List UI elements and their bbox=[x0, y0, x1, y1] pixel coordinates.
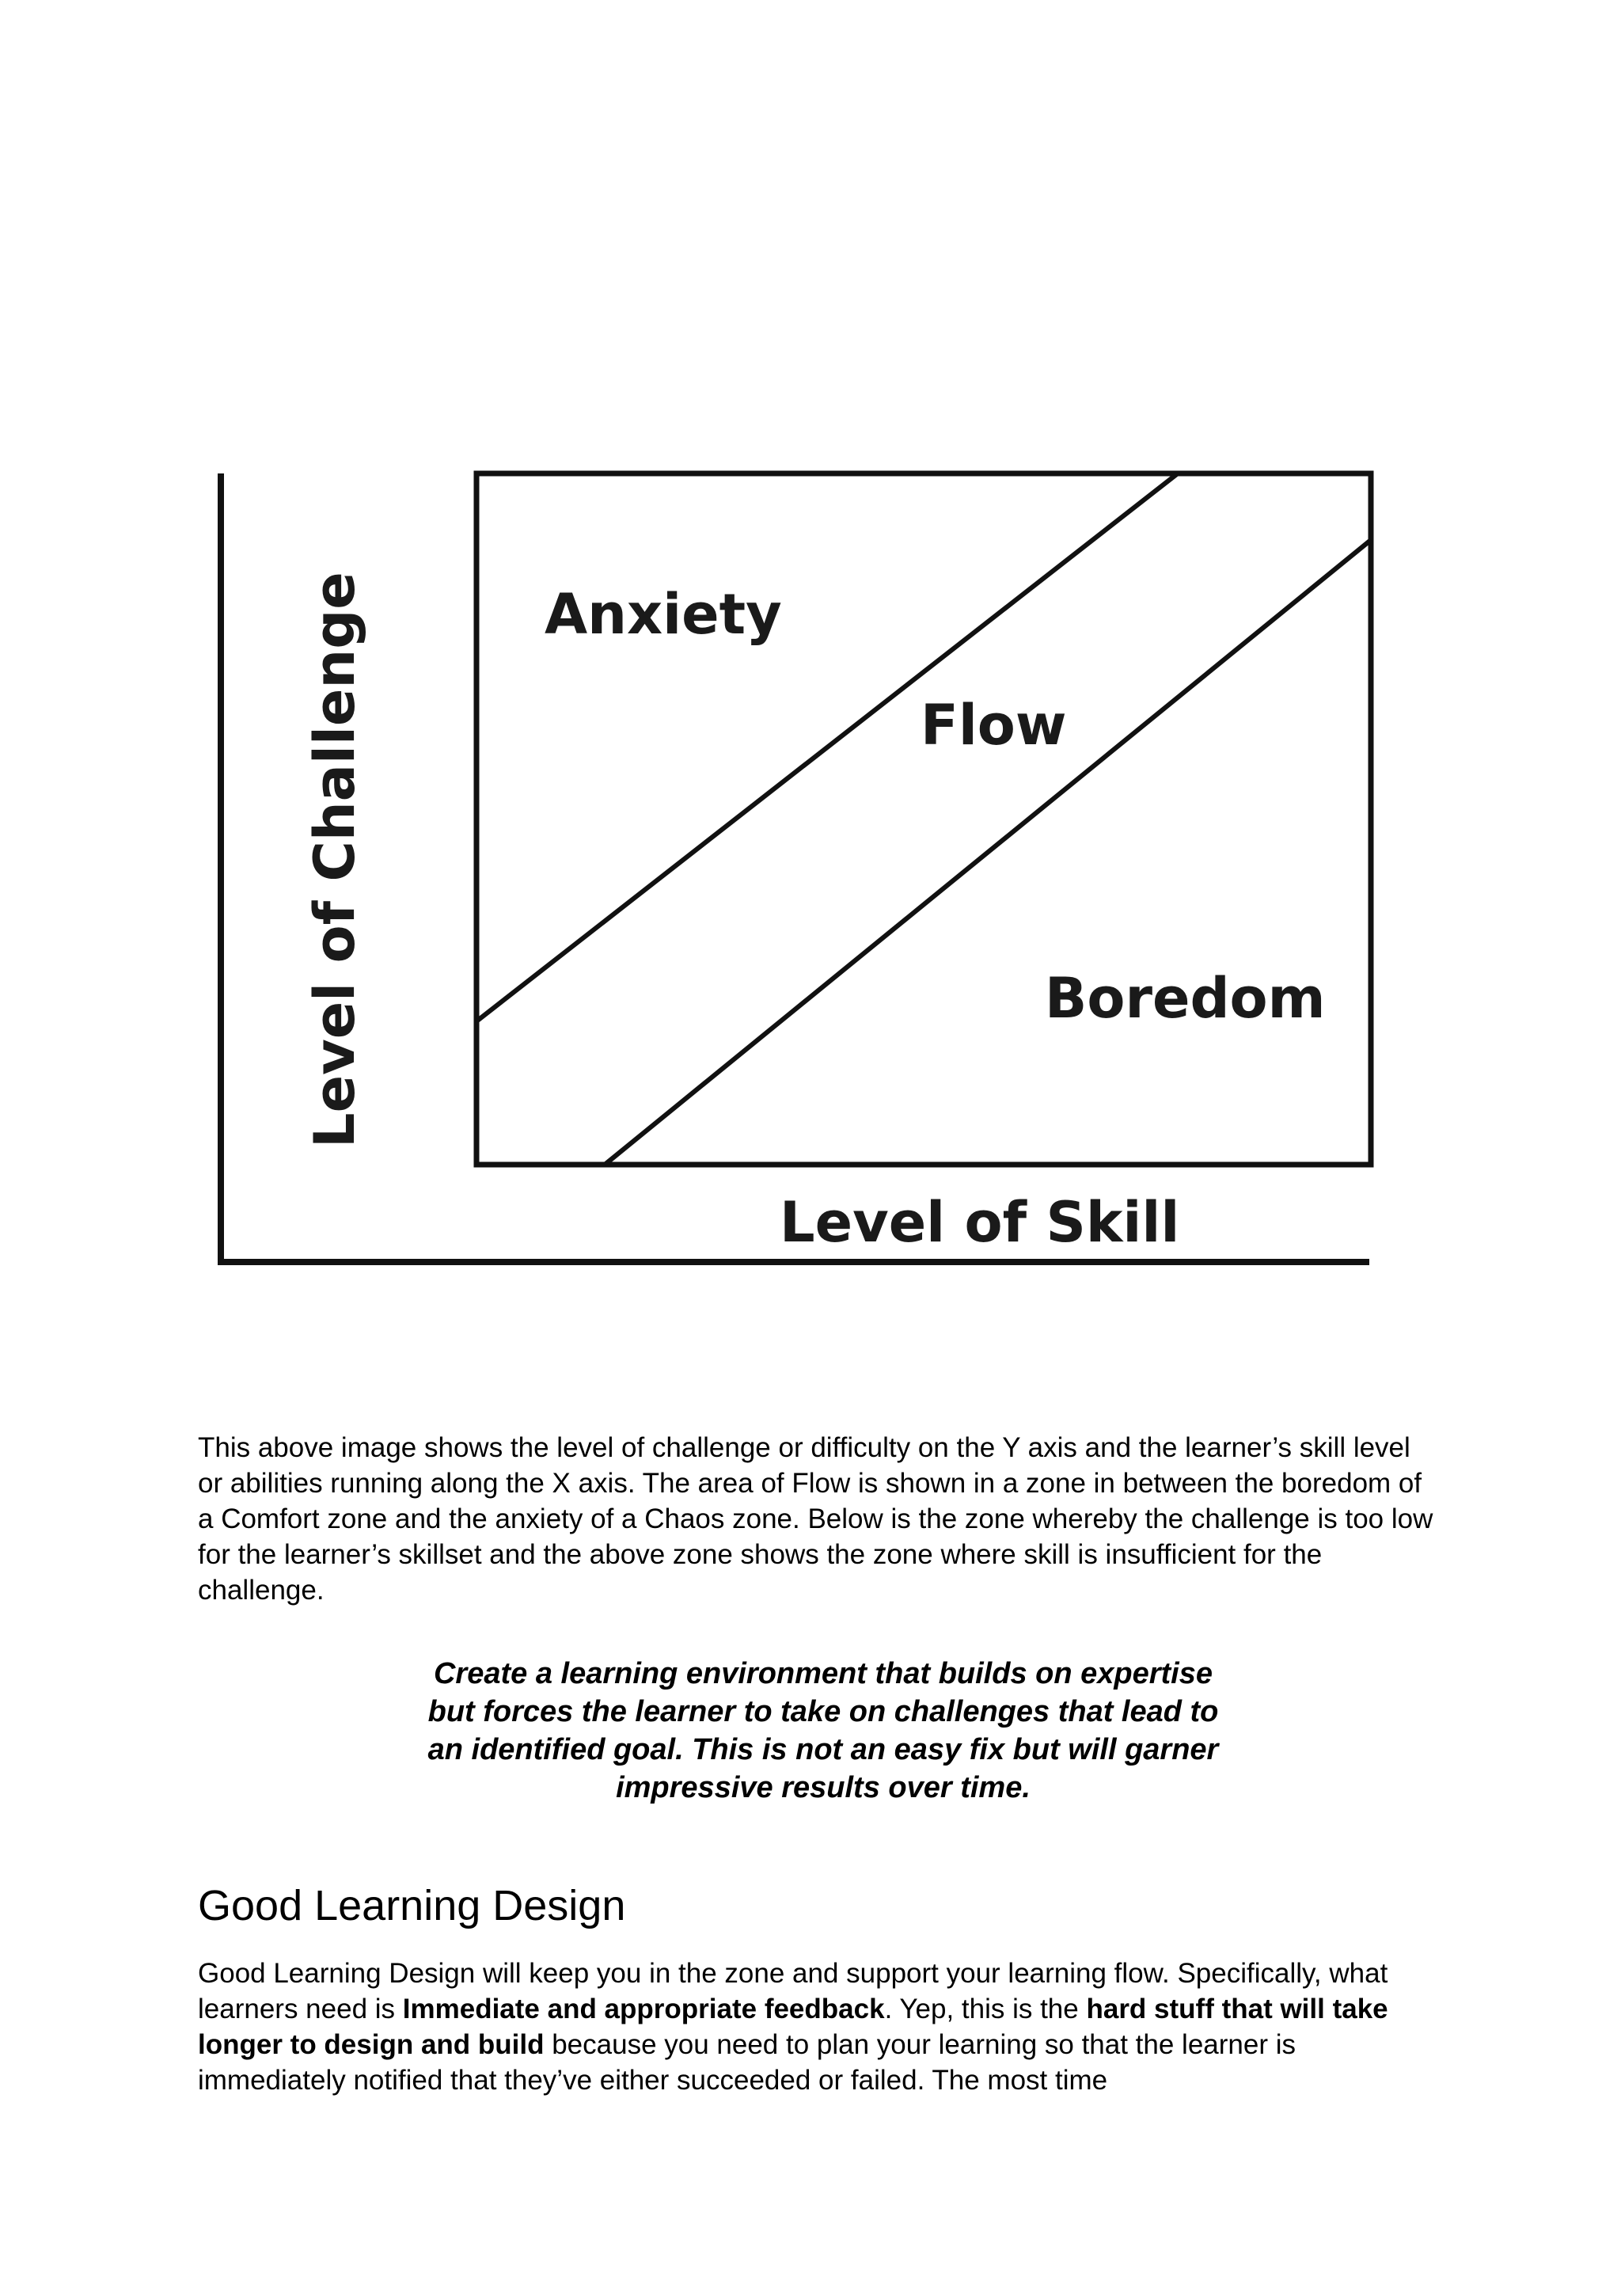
x-axis-label: Level of Skill bbox=[780, 1190, 1180, 1255]
section-heading: Good Learning Design bbox=[198, 1882, 626, 1929]
intro-paragraph: This above image shows the level of challenge or difficulty on the Y axis and the learner’s skill level or abilities running along the X axis. The area of Flow is shown in a zone in between the boredom of a Comfort zone and the anxiety of a Chaos zone. Below is the zone whereby the challenge is too low for the learner’s skillset and the above zone shows the zone where skill is insufficient for the challenge. bbox=[198, 1432, 1433, 1606]
body-text-2: . Yep, this is the bbox=[884, 1994, 1087, 2024]
anxiety-label: Anxiety bbox=[545, 582, 782, 647]
boredom-label: Boredom bbox=[1045, 966, 1326, 1031]
flow-label: Flow bbox=[921, 693, 1067, 758]
y-axis-label: Level of Challenge bbox=[302, 572, 367, 1148]
body-text-1: Good Learning Design will keep you in the zone and support your learning flow. Specifically, what learners need is bbox=[198, 1958, 1388, 2024]
body-bold-2: hard stuff that will take longer to design and build bbox=[198, 1994, 1388, 2060]
body-paragraph bbox=[198, 1956, 1441, 2098]
body-text-3: because you need to plan your learning so that the learner is immediately notified that they’ve either succeeded or failed. The most time bbox=[198, 2029, 1296, 2096]
upper-flow-boundary bbox=[476, 473, 1178, 1021]
pull-quote: Create a learning environment that builds on expertise but forces the learner to take on challenges that lead to an identified goal. This is not an easy fix but will garner impressive results over time. bbox=[427, 1657, 1219, 1804]
body-bold-1: Immediate and appropriate feedback bbox=[402, 1994, 885, 2024]
zone-box bbox=[476, 473, 1371, 1165]
